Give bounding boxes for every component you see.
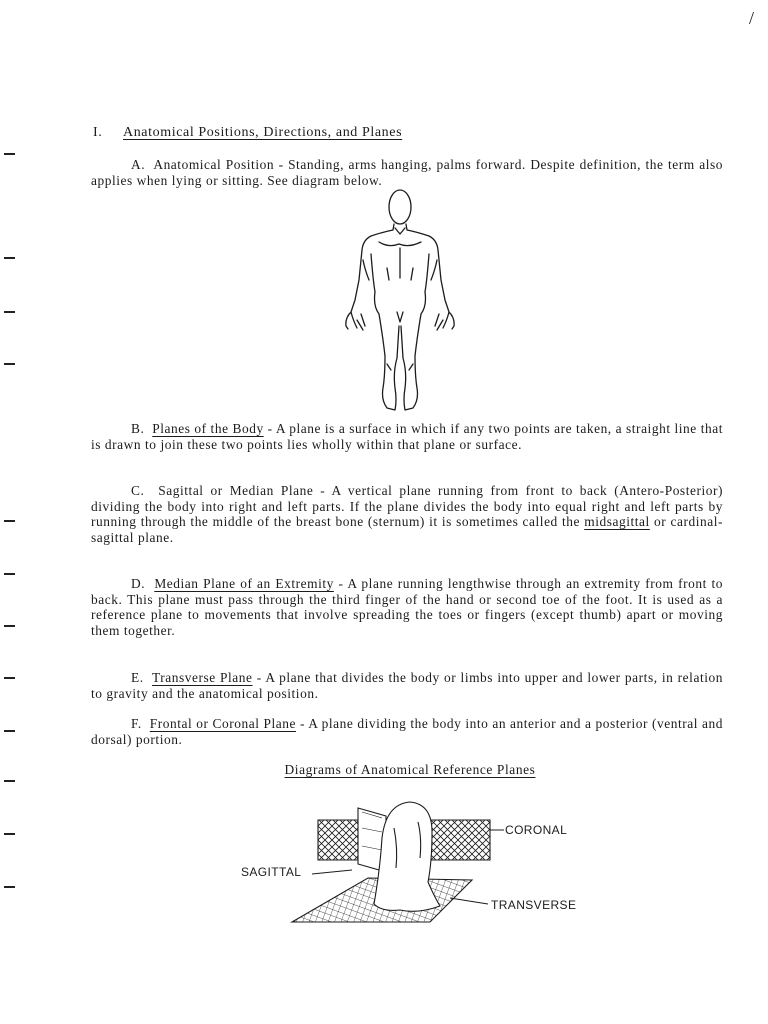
margin-mark xyxy=(4,886,15,888)
paragraph-text: A plane running lengthwise through an extremity from front to back. This plane must pass through the third finger of the hand or second toe of the foot. It is used as a reference plane to movements that involve spreading the toes or fingers (except thumb) apart or moving them together. xyxy=(91,576,723,638)
paragraph-d: D. Median Plane of an Extremity - A plane running lengthwise through an extremity from front to back. This plane must pass through the third finger of the hand or second toe of the foot. It is used as a reference plane to movements that involve spreading the toes or fingers (except thumb) apart or moving them together. xyxy=(91,576,723,638)
margin-mark xyxy=(4,311,15,313)
paragraph-letter: E. xyxy=(131,670,144,685)
section-number: I. xyxy=(93,125,103,140)
diagram-caption: Diagrams of Anatomical Reference Planes xyxy=(284,762,536,777)
paragraph-letter: A. xyxy=(131,157,146,172)
margin-mark xyxy=(4,833,15,835)
paragraph-term: Frontal or Coronal Plane xyxy=(149,716,296,731)
paragraph-text: A vertical plane running from front to back (Antero-Posterior) dividing the body into right and left parts. If the plane divides the body into equal right and left parts by running through the middle of the breast bone (sternum) it is sometimes called the xyxy=(91,483,724,529)
underlined-term: midsagittal xyxy=(584,514,650,529)
sagittal-label: SAGITTAL xyxy=(241,865,302,879)
margin-mark xyxy=(4,677,15,679)
margin-mark xyxy=(4,730,15,732)
paragraph-text: A plane that divides the body or limbs into upper and lower parts, in relation to gravity and the anatomical position. xyxy=(91,670,723,701)
margin-mark xyxy=(4,257,15,259)
margin-mark xyxy=(4,780,15,782)
margin-mark xyxy=(4,153,15,155)
paragraph-text: A plane is a surface in which if any two points are taken, a straight line that is drawn to join these two points lies wholly within that plane or surface. xyxy=(91,421,723,452)
paragraph-b: B. Planes of the Body - A plane is a surface in which if any two points are taken, a straight line that is drawn to join these two points lies wholly within that plane or surface. xyxy=(91,421,723,452)
paragraph-c: C. Sagittal or Median Plane - A vertical plane running from front to back (Antero-Posterior) dividing the body into right and left parts. If the plane divides the body into equal right and left parts by running through the middle of the breast bone (sternum) it is sometimes called the midsagittal or cardinal-sagittal plane. xyxy=(91,483,724,545)
margin-mark xyxy=(4,520,15,522)
paragraph-a: A. Anatomical Position - Standing, arms hanging, palms forward. Despite definition, the term also applies when lying or sitting. See diagram below. xyxy=(91,157,723,188)
paragraph-text: Standing, arms hanging, palms forward. Despite definition, the term also applies when lying or sitting. See diagram below. xyxy=(91,157,723,188)
coronal-label: CORONAL xyxy=(505,823,568,837)
paragraph-term: Sagittal or Median Plane xyxy=(158,483,314,498)
paragraph-e: E. Transverse Plane - A plane that divides the body or limbs into upper and lower parts, in relation to gravity and the anatomical position. xyxy=(91,670,723,701)
paragraph-text: A plane dividing the body into an anterior and a posterior (ventral and dorsal) portion. xyxy=(91,716,723,747)
margin-mark xyxy=(4,573,15,575)
paragraph-term: Median Plane of an Extremity xyxy=(154,576,334,591)
reference-planes-diagram xyxy=(290,798,510,928)
margin-mark xyxy=(4,625,15,627)
paragraph-letter: B. xyxy=(131,421,145,436)
paragraph-term: Anatomical Position xyxy=(153,157,275,172)
transverse-label: TRANSVERSE xyxy=(491,898,577,912)
margin-mark xyxy=(4,363,15,365)
section-title: Anatomical Positions, Directions, and Planes xyxy=(123,125,403,140)
corner-mark: / xyxy=(749,8,755,28)
anatomical-position-figure xyxy=(343,188,453,416)
section-heading xyxy=(93,125,402,141)
paragraph-letter: F. xyxy=(131,716,142,731)
paragraph-letter: D. xyxy=(131,576,146,591)
paragraph-term: Planes of the Body xyxy=(152,421,264,436)
paragraph-term: Transverse Plane xyxy=(151,670,253,685)
paragraph-f: F. Frontal or Coronal Plane - A plane dividing the body into an anterior and a posterior (ventral and dorsal) portion. xyxy=(91,716,723,747)
paragraph-letter: C. xyxy=(131,483,145,498)
